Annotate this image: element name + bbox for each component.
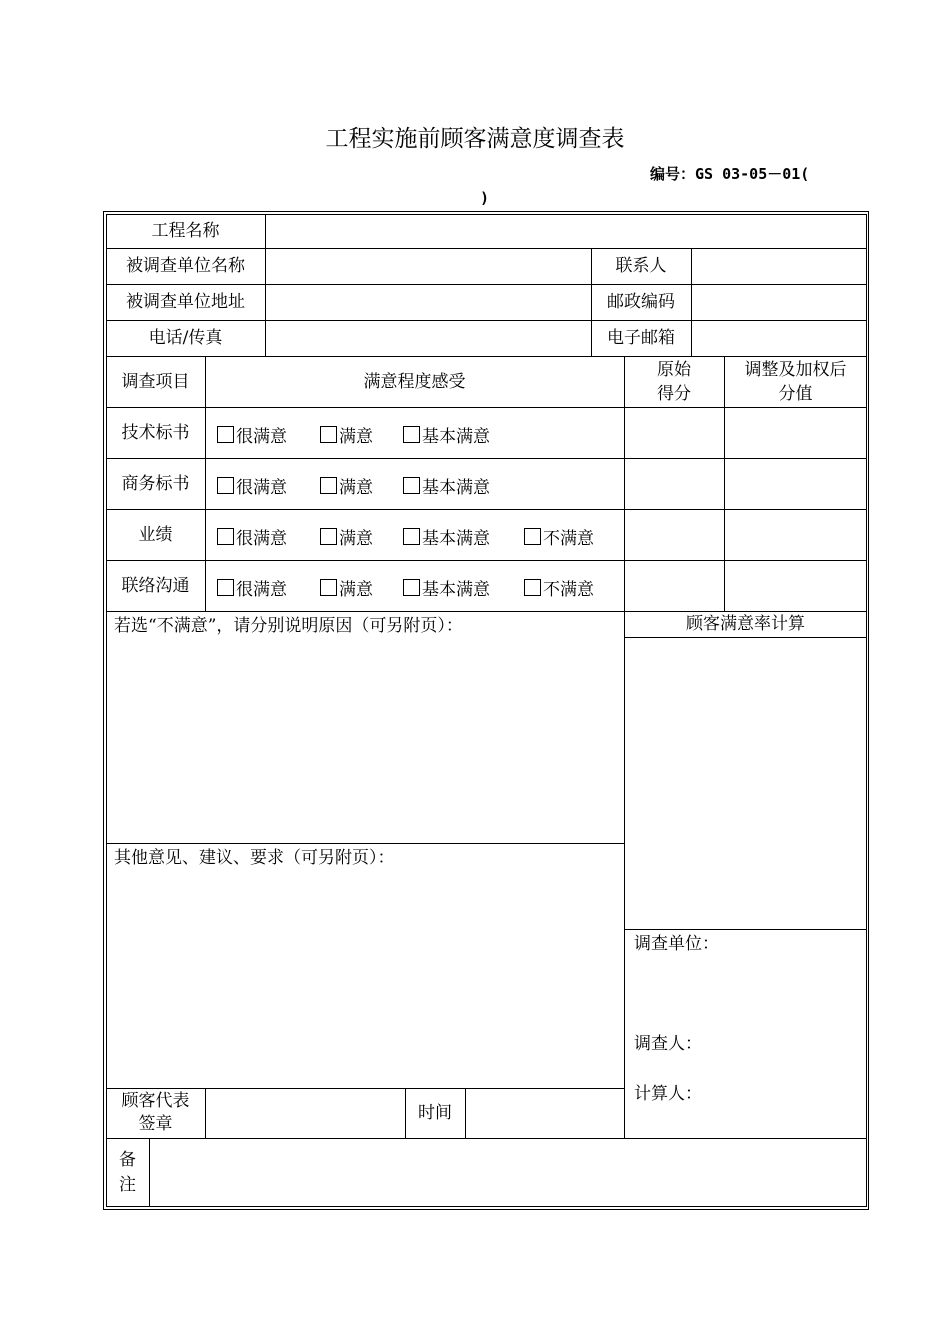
header-adjusted-score-line1: 调整及加权后	[744, 359, 847, 380]
option-basically-satisfied[interactable]	[403, 524, 490, 549]
option-label: 基本满意	[422, 426, 490, 447]
option-dissatisfied[interactable]	[524, 524, 594, 549]
header-adjusted-score-line2: 分值	[778, 383, 813, 404]
option-label: 基本满意	[422, 477, 490, 498]
checkbox[interactable]	[320, 477, 337, 494]
survey-item-label: 联络沟通	[121, 575, 190, 596]
satisfaction-options	[205, 409, 624, 459]
adjusted-score-field[interactable]	[725, 459, 867, 509]
header-adjusted-score	[724, 356, 867, 407]
contact-field[interactable]	[692, 249, 867, 284]
phone-fax-field[interactable]	[266, 321, 591, 356]
row-divider	[624, 929, 867, 930]
satisfaction-options	[205, 562, 624, 612]
raw-score-field[interactable]	[625, 408, 724, 458]
checkbox[interactable]	[217, 528, 234, 545]
checkbox[interactable]	[403, 426, 420, 443]
option-label: 不满意	[543, 579, 594, 600]
checkbox[interactable]	[217, 426, 234, 443]
satisfaction-rate-title: 顾客满意率计算	[686, 614, 805, 634]
survey-unit-label: 调查单位：	[634, 934, 719, 954]
unit-name-field[interactable]	[266, 249, 591, 284]
document-title: 工程实施前顾客满意度调查表	[325, 126, 625, 152]
header-survey-item: 调查项目	[121, 371, 190, 392]
option-satisfied[interactable]	[320, 422, 373, 447]
checkbox[interactable]	[403, 477, 420, 494]
option-label: 满意	[339, 579, 373, 600]
surveyor-label: 调查人：	[634, 1034, 702, 1054]
survey-item-label: 业绩	[138, 524, 173, 545]
customer-rep-signature-field[interactable]	[206, 1089, 405, 1138]
remark-label-line2: 注	[119, 1174, 136, 1195]
option-very-satisfied[interactable]	[217, 473, 287, 498]
option-label: 满意	[339, 477, 373, 498]
label-project-name: 工程名称	[151, 221, 220, 241]
rep-label-line2: 签章	[138, 1114, 173, 1134]
checkbox[interactable]	[217, 477, 234, 494]
adjusted-score-field[interactable]	[725, 561, 867, 611]
document-code: 编号：GS 03-05－01(	[650, 165, 810, 183]
survey-item-label: 商务标书	[121, 473, 190, 494]
label-phone-fax: 电话/传真	[148, 328, 223, 348]
raw-score-field[interactable]	[625, 459, 724, 509]
header-raw-score	[624, 356, 724, 407]
option-satisfied[interactable]	[320, 575, 373, 600]
option-satisfied[interactable]	[320, 473, 373, 498]
postcode-field[interactable]	[692, 285, 867, 320]
header-satisfaction: 满意程度感受	[363, 371, 466, 392]
checkbox[interactable]	[320, 528, 337, 545]
option-label: 基本满意	[422, 579, 490, 600]
checkbox[interactable]	[403, 579, 420, 596]
checkbox[interactable]	[524, 579, 541, 596]
remark-field[interactable]	[150, 1139, 867, 1207]
calculator-label: 计算人：	[634, 1084, 702, 1104]
option-satisfied[interactable]	[320, 524, 373, 549]
other-comments-label: 其他意见、建议、要求（可另附页）：	[114, 848, 395, 868]
option-basically-satisfied[interactable]	[403, 422, 490, 447]
option-label: 很满意	[236, 528, 287, 549]
time-label: 时间	[418, 1103, 452, 1123]
satisfaction-rate-area[interactable]	[625, 638, 867, 928]
unit-address-field[interactable]	[266, 285, 591, 320]
label-postcode: 邮政编码	[607, 292, 675, 312]
label-unit-name: 被调查单位名称	[126, 256, 245, 276]
option-very-satisfied[interactable]	[217, 422, 287, 447]
other-comments-field[interactable]	[107, 872, 623, 1087]
checkbox[interactable]	[524, 528, 541, 545]
time-field[interactable]	[466, 1089, 624, 1138]
option-very-satisfied[interactable]	[217, 524, 287, 549]
option-very-satisfied[interactable]	[217, 575, 287, 600]
option-label: 很满意	[236, 477, 287, 498]
email-field[interactable]	[692, 321, 867, 356]
satisfaction-options	[205, 511, 624, 561]
remark-label-line1: 备	[119, 1149, 136, 1170]
option-label: 不满意	[543, 528, 594, 549]
survey-item-label: 技术标书	[121, 422, 190, 443]
option-label: 基本满意	[422, 528, 490, 549]
label-email: 电子邮箱	[607, 328, 675, 348]
header-raw-score-line2: 得分	[657, 383, 691, 404]
label-contact: 联系人	[615, 256, 667, 276]
option-label: 很满意	[236, 579, 287, 600]
checkbox[interactable]	[217, 579, 234, 596]
option-label: 满意	[339, 426, 373, 447]
header-raw-score-line1: 原始	[657, 359, 691, 380]
rep-label-line1: 顾客代表	[121, 1091, 190, 1111]
option-label: 满意	[339, 528, 373, 549]
checkbox[interactable]	[403, 528, 420, 545]
dissatisfied-reason-field[interactable]	[107, 640, 623, 842]
adjusted-score-field[interactable]	[725, 408, 867, 458]
row-divider	[106, 843, 624, 844]
remark-label	[106, 1138, 149, 1207]
dissatisfied-reason-label: 若选“不满意”，请分别说明原因（可另附页）：	[114, 616, 463, 636]
label-unit-address: 被调查单位地址	[126, 292, 245, 312]
option-label: 很满意	[236, 426, 287, 447]
checkbox[interactable]	[320, 579, 337, 596]
project-name-field[interactable]	[266, 215, 866, 248]
option-dissatisfied[interactable]	[524, 575, 594, 600]
raw-score-field[interactable]	[625, 510, 724, 560]
option-basically-satisfied[interactable]	[403, 473, 490, 498]
satisfaction-options	[205, 460, 624, 510]
adjusted-score-field[interactable]	[725, 510, 867, 560]
document-code-close: )	[480, 189, 490, 207]
raw-score-field[interactable]	[625, 561, 724, 611]
checkbox[interactable]	[320, 426, 337, 443]
option-basically-satisfied[interactable]	[403, 575, 490, 600]
customer-rep-signature-label	[106, 1088, 205, 1138]
